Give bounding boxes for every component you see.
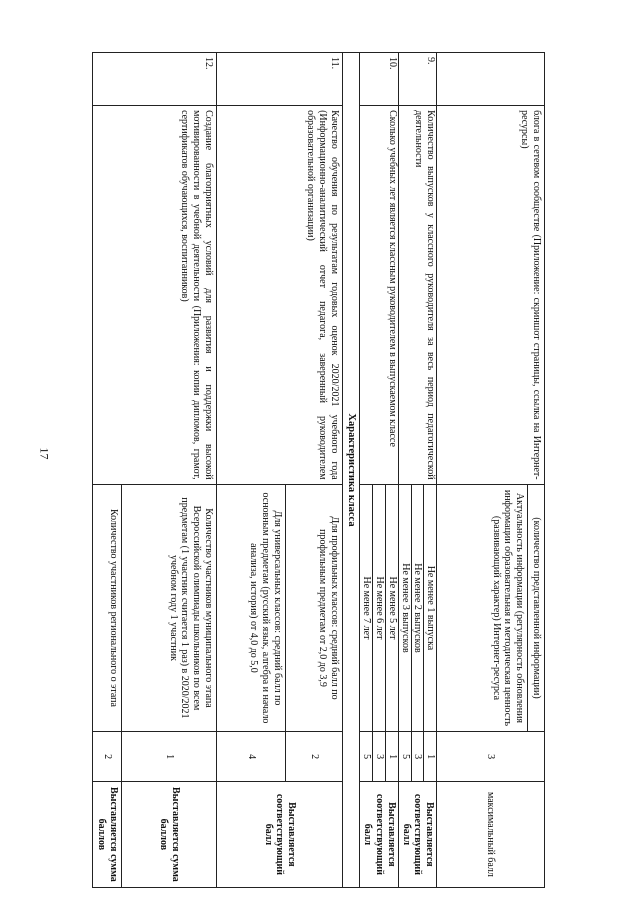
max-score-cell: Выставляется соответствующий балл [398, 781, 436, 887]
indicator-cell: Не менее 6 лет [373, 484, 386, 732]
points-cell: 3 [437, 732, 545, 782]
points-cell: 3 [411, 732, 424, 782]
empty-cell [437, 53, 545, 106]
criterion-cell: Создание благоприятных условий для развития и поддержки высокой мотивированности в учебной деятельности (Приложения: копии дипломов, грамот, сертификатов обучающихся, воспитанников) [93, 106, 217, 485]
indicator-cell: Количество участников муниципального этапа Всероссийской олимпиады школьников по всем предметам (1 участник считается 1 раз) в 2020/2021 учебном году 1 участник [122, 484, 217, 732]
row-number: 11. [217, 53, 343, 106]
max-score-cell: Выставляется сумма баллов [122, 781, 217, 887]
criterion-cell: Сколько учебных лет является классным руководителем в выпускаемом классе [360, 106, 398, 485]
table-row [424, 53, 437, 888]
max-score-cell: Выставляется сумма баллов [93, 781, 122, 887]
points-cell: 5 [398, 732, 411, 782]
section-title: Характеристика класса [343, 53, 360, 888]
row-number: 10. [360, 53, 398, 106]
criterion-cell: блога в сетевом сообществе (Приложение: скриншот страницы, ссылка на Интернет-ресурсы) [437, 106, 545, 485]
max-score-cell: Выставляется соответствующий балл [217, 781, 343, 887]
points-cell: 5 [360, 732, 373, 782]
points-cell: 1 [424, 732, 437, 782]
max-score-cell: Выставляется соответствующий балл [360, 781, 398, 887]
table-row [386, 53, 399, 888]
indicator-cell: Не менее 1 выпуска [424, 484, 437, 732]
criterion-cell: Качество обучения по результатам годовых оценок 2020/2021 учебного года (Информационно-аналитический отчет педагога, заверенный руководителем образовательной организации) [217, 106, 343, 485]
rotated-table-container [95, 52, 545, 888]
points-cell: 1 [386, 732, 399, 782]
row-number: 9. [398, 53, 436, 106]
points-cell: 4 [217, 732, 286, 782]
indicator-cell: Количество участников регионального о этапа [93, 484, 122, 732]
max-score-header: максимальный балл [437, 781, 545, 887]
points-cell: 1 [122, 732, 217, 782]
indicator-cell: Не менее 7 лет [360, 484, 373, 732]
table-row [122, 53, 217, 888]
indicator-cell: Не менее 3 выпусков [398, 484, 411, 732]
table-row [286, 53, 343, 888]
row-number: 12. [93, 53, 217, 106]
criteria-table [92, 52, 545, 888]
points-cell: 3 [373, 732, 386, 782]
indicator-cell: Не менее 5 лет [386, 484, 399, 732]
points-cell: 2 [93, 732, 122, 782]
criterion-cell: Количество выпусков у классного руководителя за весь период педагогической деятельности [398, 106, 436, 485]
table-row [343, 53, 360, 888]
table-row [528, 53, 545, 888]
page-number: 17 [37, 447, 52, 460]
indicator-cell: (количество представленной информации) [528, 484, 545, 732]
indicator-cell: Для профильных классов: средний балл по профильным предметам от 2,0 до 3,9 [286, 484, 343, 732]
indicator-cell: Не менее 2 выпусков [411, 484, 424, 732]
indicator-cell: Актуальность информации (регулярность обновления информации образовательная и методическая ценность (развивающий характер) Интернет-ресурса [437, 484, 528, 732]
indicator-cell: Для универсальных классов: средний балл по основным предметам (русский язык, алгебра и начало анализа, история) от 4,0 до 5,0 [217, 484, 286, 732]
points-cell: 2 [286, 732, 343, 782]
